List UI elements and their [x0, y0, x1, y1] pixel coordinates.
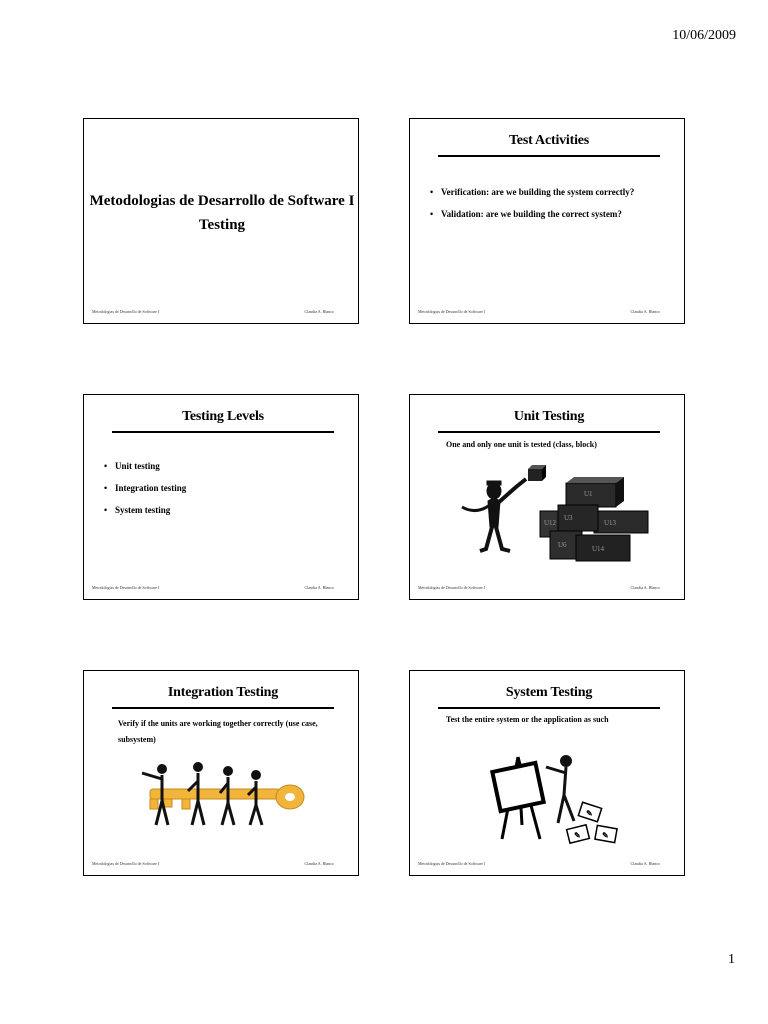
- figure-stacking-boxes-illustration: [454, 465, 674, 575]
- footer-course: Metodologias de Desarrollo de Software I: [92, 861, 160, 866]
- figure-people-carrying-key-illustration: [136, 761, 316, 831]
- slide-subtitle: Verify if the units are working together correctly (use case, subsystem): [118, 719, 318, 744]
- slide-title: Test Activities: [438, 133, 660, 157]
- unit-box-label: U1: [584, 490, 593, 498]
- svg-text:✎: ✎: [602, 831, 609, 840]
- footer-author: Claudia A. Blanco: [304, 861, 334, 866]
- footer-author: Claudia A. Blanco: [630, 309, 660, 314]
- slide-title: Unit Testing: [438, 409, 660, 433]
- footer-course: Metodologias de Desarrollo de Software I: [418, 309, 486, 314]
- svg-text:✎: ✎: [574, 831, 581, 840]
- slide-footer: [92, 585, 334, 590]
- footer-course: Metodologias de Desarrollo de Software I: [418, 861, 486, 866]
- unit-box-label: U6: [558, 541, 567, 549]
- cover-title-line1: Metodologias de Desarrollo de Software I: [89, 193, 355, 209]
- slide-integration-testing: [83, 670, 359, 876]
- slide-testing-levels: [83, 394, 359, 600]
- figure-easel-presentation-illustration: [488, 749, 638, 849]
- footer-author: Claudia A. Blanco: [630, 861, 660, 866]
- bullet-list: [104, 461, 186, 527]
- footer-course: Metodologias de Desarrollo de Software I: [418, 585, 486, 590]
- cover-title-line2: Testing: [198, 217, 246, 233]
- unit-box-label: U12: [544, 519, 557, 527]
- footer-author: Claudia A. Blanco: [304, 309, 334, 314]
- list-item: • Unit testing: [104, 461, 186, 471]
- slide-system-testing: [409, 670, 685, 876]
- footer-author: Claudia A. Blanco: [304, 585, 334, 590]
- slide-footer: [418, 861, 660, 866]
- footer-author: Claudia A. Blanco: [630, 585, 660, 590]
- footer-course: Metodologias de Desarrollo de Software I: [92, 585, 160, 590]
- slide-footer: [92, 309, 334, 314]
- list-item: • Integration testing: [104, 483, 186, 493]
- cover-title: [84, 189, 360, 237]
- slide-subtitle: One and only one unit is tested (class, block): [446, 440, 597, 449]
- slide-test-activities: [409, 118, 685, 324]
- list-item: • Validation: are we building the correct system?: [430, 209, 680, 219]
- unit-box-label: U3: [564, 514, 573, 522]
- list-item: • Verification: are we building the system correctly?: [430, 187, 680, 197]
- slide-footer: [92, 861, 334, 866]
- unit-box-label: U13: [604, 519, 617, 527]
- slide-cover: [83, 118, 359, 324]
- slide-title: Integration Testing: [112, 685, 334, 709]
- footer-course: Metodologias de Desarrollo de Software I: [92, 309, 160, 314]
- svg-text:✎: ✎: [586, 809, 593, 818]
- slide-footer: [418, 309, 660, 314]
- slide-subtitle: Test the entire system or the application as such: [446, 715, 609, 724]
- slide-title: System Testing: [438, 685, 660, 709]
- list-item: • System testing: [104, 505, 186, 515]
- unit-box-label: U14: [592, 545, 605, 553]
- slide-title: Testing Levels: [112, 409, 334, 433]
- slide-unit-testing: [409, 394, 685, 600]
- bullet-list: [430, 187, 680, 231]
- page-date: 10/06/2009: [672, 28, 736, 43]
- slide-footer: [418, 585, 660, 590]
- page-number: 1: [728, 952, 735, 967]
